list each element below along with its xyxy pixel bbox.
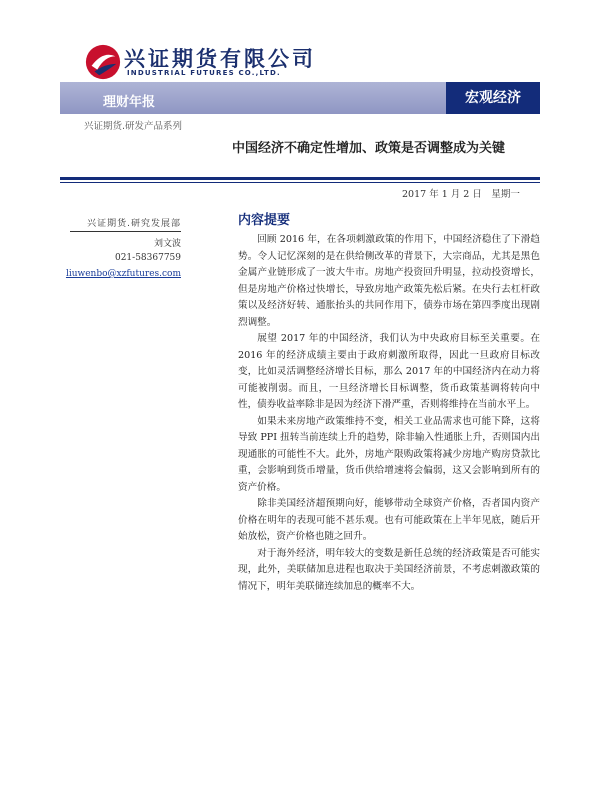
company-name-cn: 兴证期货有限公司 (124, 47, 316, 71)
company-logo-icon (84, 43, 122, 81)
author-email-link[interactable]: liuwenbo@xzfutures.com (65, 269, 181, 279)
summary-heading: 内容提要 (238, 213, 291, 228)
summary-paragraph: 展望 2017 年的中国经济，我们认为中央政府目标至关重要。在 2016 年的经济成绩主要由于政府刺激所取得，因此一旦政府目标改变，比如灵活调整经济增长目标，那么 2017 年的中国经济内在动力将可能被削弱。而且，一旦经济增长目标调整，货币政策基调将转向中性，债券收益率除非是因为经济下滑严重，否则将维持在当前水平上。 (238, 333, 540, 410)
report-date: 2017 年 1 月 2 日 星期一 (402, 189, 520, 200)
author-name: 刘文波 (153, 239, 181, 249)
series-label: 兴证期货.研发产品系列 (84, 121, 183, 132)
author-phone: 021-58367759 (114, 253, 181, 263)
report-title: 中国经济不确定性增加、政策是否调整成为关键 (232, 141, 506, 156)
report-type-label: 理财年报 (103, 95, 156, 110)
title-divider-thin (60, 182, 540, 183)
summary-paragraph: 如果未来房地产政策维持不变，相关工业品需求也可能下降，这将导致 PPI 扭转当前连续上升的趋势，除非输入性通胀上升，否则国内出现通胀的可能性不大。此外，房地产限购政策将减少房地产购房贷款比重，会影响到货币增量，货币供给增速将会偏弱，这又会影响到所有的资产价格。 (238, 415, 540, 493)
sidebar-divider (70, 231, 181, 232)
company-name-en: INDUSTRIAL FUTURES CO.,LTD. (127, 69, 281, 77)
department-name: 兴证期货.研究发展部 (87, 219, 181, 229)
summary-body (238, 232, 540, 595)
summary-paragraph: 回顾 2016 年，在各项刺激政策的作用下，中国经济稳住了下滑趋势。令人记忆深刻的是在供给侧改革的背景下，大宗商品，尤其是黑色金属产业链形成了一波大牛市。房地产投资回升明显，拉动投资增长，但是房地产价格过快增长，导致房地产政策先松后紧。在央行去杠杆政策以及经济好转、通胀抬头的共同作用下，债券市场在第四季度出现剧烈调整。 (238, 234, 540, 328)
category-label: 宏观经济 (446, 82, 540, 114)
summary-paragraph: 除非美国经济超预期向好，能够带动全球资产价格，否者国内资产价格在明年的表现可能不甚乐观。也有可能政策在上半年见底，随后开始放松，资产价格也随之回升。 (238, 498, 540, 542)
title-divider (60, 177, 540, 180)
summary-paragraph: 对于海外经济，明年较大的变数是新任总统的经济政策是否可能实现，此外，美联储加息进程也取决于美国经济前景，不考虑刺激政策的情况下，明年美联储连续加息的概率不大。 (238, 547, 540, 592)
